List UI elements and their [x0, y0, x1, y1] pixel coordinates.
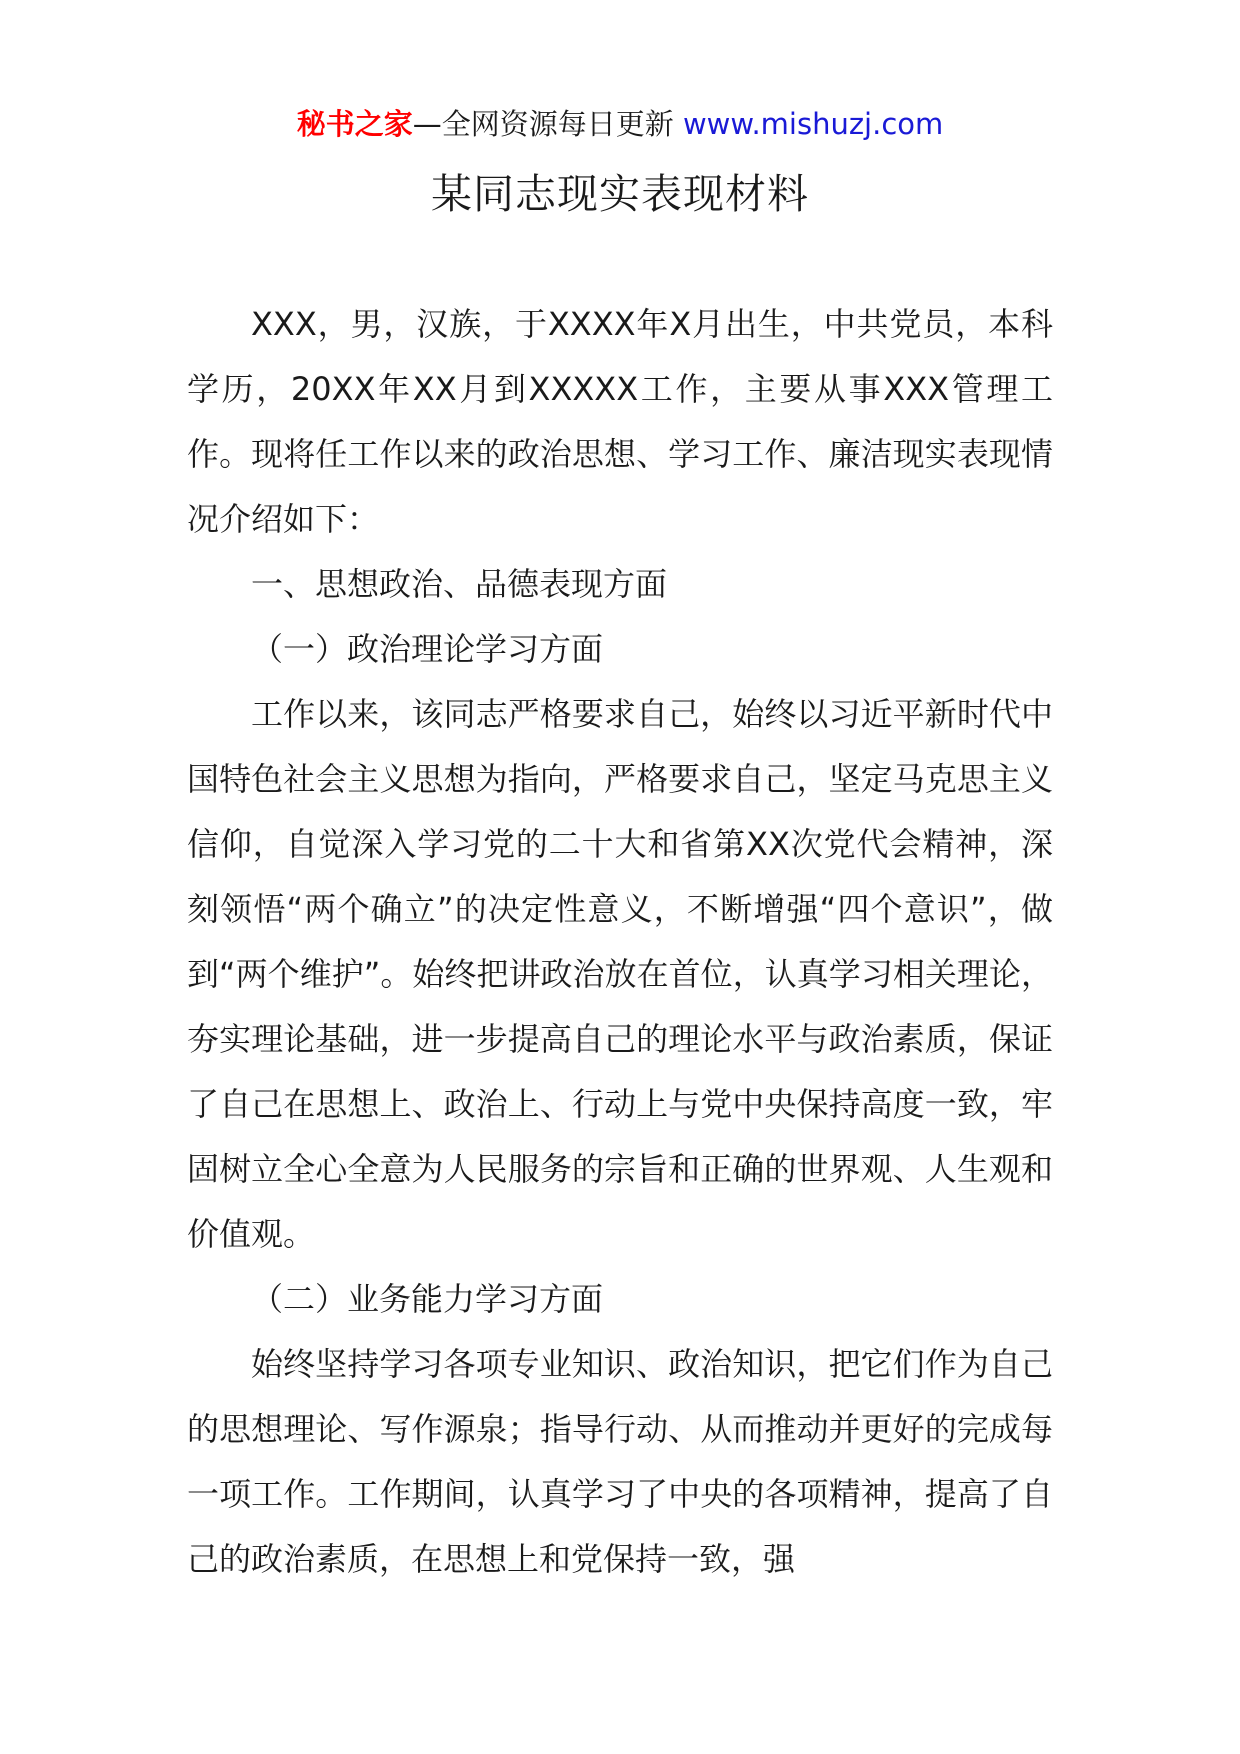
body-paragraph-business-study: 始终坚持学习各项专业知识、政治知识，把它们作为自己的思想理论、写作源泉；指导行动、从而推动并更好的完成每一项工作。工作期间，认真学习了中央的各项精神，提高了自己的政治素质，在思想上和党保持一致，强	[187, 1345, 1053, 1578]
subsection-heading-2: （二）业务能力学习方面	[251, 1280, 604, 1318]
subsection-heading-1: （一）政治理论学习方面	[251, 630, 604, 668]
site-header-banner	[0, 98, 1240, 150]
site-url-link[interactable]: www.mishuzj.com	[682, 107, 944, 141]
section-heading-1: 一、思想政治、品德表现方面	[251, 565, 668, 603]
site-slogan: —全网资源每日更新	[412, 107, 683, 141]
document-title: 某同志现实表现材料	[431, 170, 809, 218]
intro-paragraph: XXX，男，汉族，于XXXX年X月出生，中共党员，本科学历，20XX年XX月到XXXXX工作，主要从事XXX管理工作。现将任工作以来的政治思想、学习工作、廉洁现实表现情况介绍如下：	[187, 305, 1053, 538]
site-brand-name: 秘书之家	[296, 107, 413, 141]
body-paragraph-political-study: 工作以来，该同志严格要求自己，始终以习近平新时代中国特色社会主义思想为指向，严格要求自己，坚定马克思主义信仰，自觉深入学习党的二十大和省第XX次党代会精神，深刻领悟“两个确立”的决定性意义，不断增强“四个意识”，做到“两个维护”。始终把讲政治放在首位，认真学习相关理论，夯实理论基础，进一步提高自己的理论水平与政治素质，保证了自己在思想上、政治上、行动上与党中央保持高度一致，牢固树立全心全意为人民服务的宗旨和正确的世界观、人生观和价值观。	[187, 695, 1053, 1253]
document-body	[187, 292, 1053, 1592]
